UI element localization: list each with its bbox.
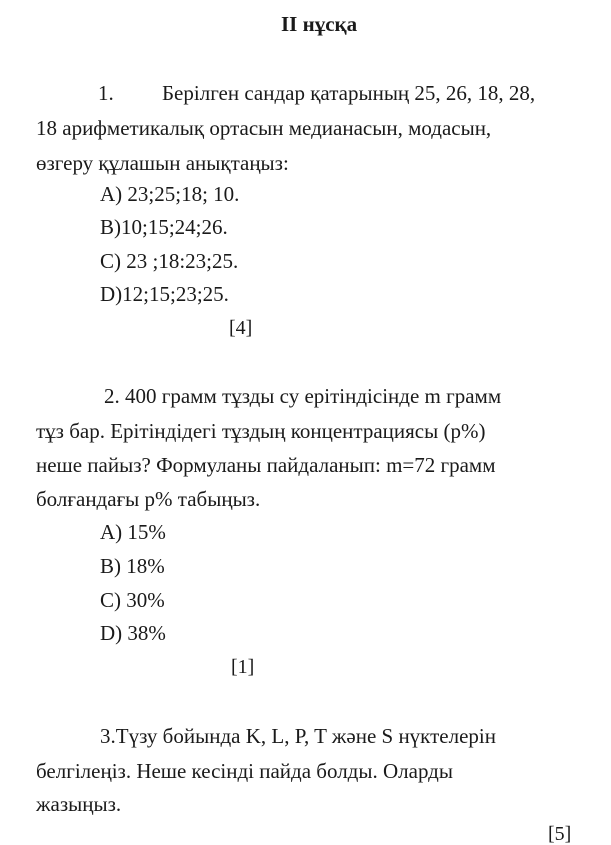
q2-line-2: тұз бар. Ерітіндідегі тұздың концентрациясы (p%)	[36, 419, 486, 443]
q1-option-a: A) 23;25;18; 10.	[100, 182, 240, 206]
q2-option-b: B) 18%	[100, 554, 165, 578]
q1-line-3: өзгеру құлашын анықтаңыз:	[36, 151, 289, 175]
q1-line-1: Берілген сандар қатарының 25, 26, 18, 28,	[162, 81, 536, 105]
q2-option-a: A) 15%	[100, 520, 166, 544]
q2-option-d: D) 38%	[100, 621, 166, 645]
q1-line-2: 18 арифметикалық ортасын медианасын, модасын,	[36, 116, 492, 140]
q2-option-c: C) 30%	[100, 588, 165, 612]
q2-line-4: болғандағы p% табыңыз.	[36, 487, 261, 511]
q3-line-1: 3.Түзу бойында K, L, P, T және S нүктелерін	[100, 724, 496, 748]
q1-option-c: C) 23 ;18:23;25.	[100, 249, 239, 273]
q3-line-2: белгілеңіз. Неше кесінді пайда болды. Оларды	[36, 759, 453, 783]
q2-line-3: неше пайыз? Формуланы пайдаланып: m=72 грамм	[36, 453, 496, 477]
q3-mark: [5]	[548, 823, 572, 845]
q1-option-b: B)10;15;24;26.	[100, 215, 228, 239]
q2-line-1: 2. 400 грамм тұзды су ерітіндісінде m грамм	[104, 384, 502, 408]
variant-title: II нұсқа	[281, 12, 358, 36]
q3-line-3: жазыңыз.	[36, 792, 122, 816]
q2-mark: [1]	[231, 656, 255, 678]
q1-option-d: D)12;15;23;25.	[100, 282, 229, 306]
q1-number: 1.	[98, 81, 114, 105]
q1-mark: [4]	[229, 317, 253, 339]
